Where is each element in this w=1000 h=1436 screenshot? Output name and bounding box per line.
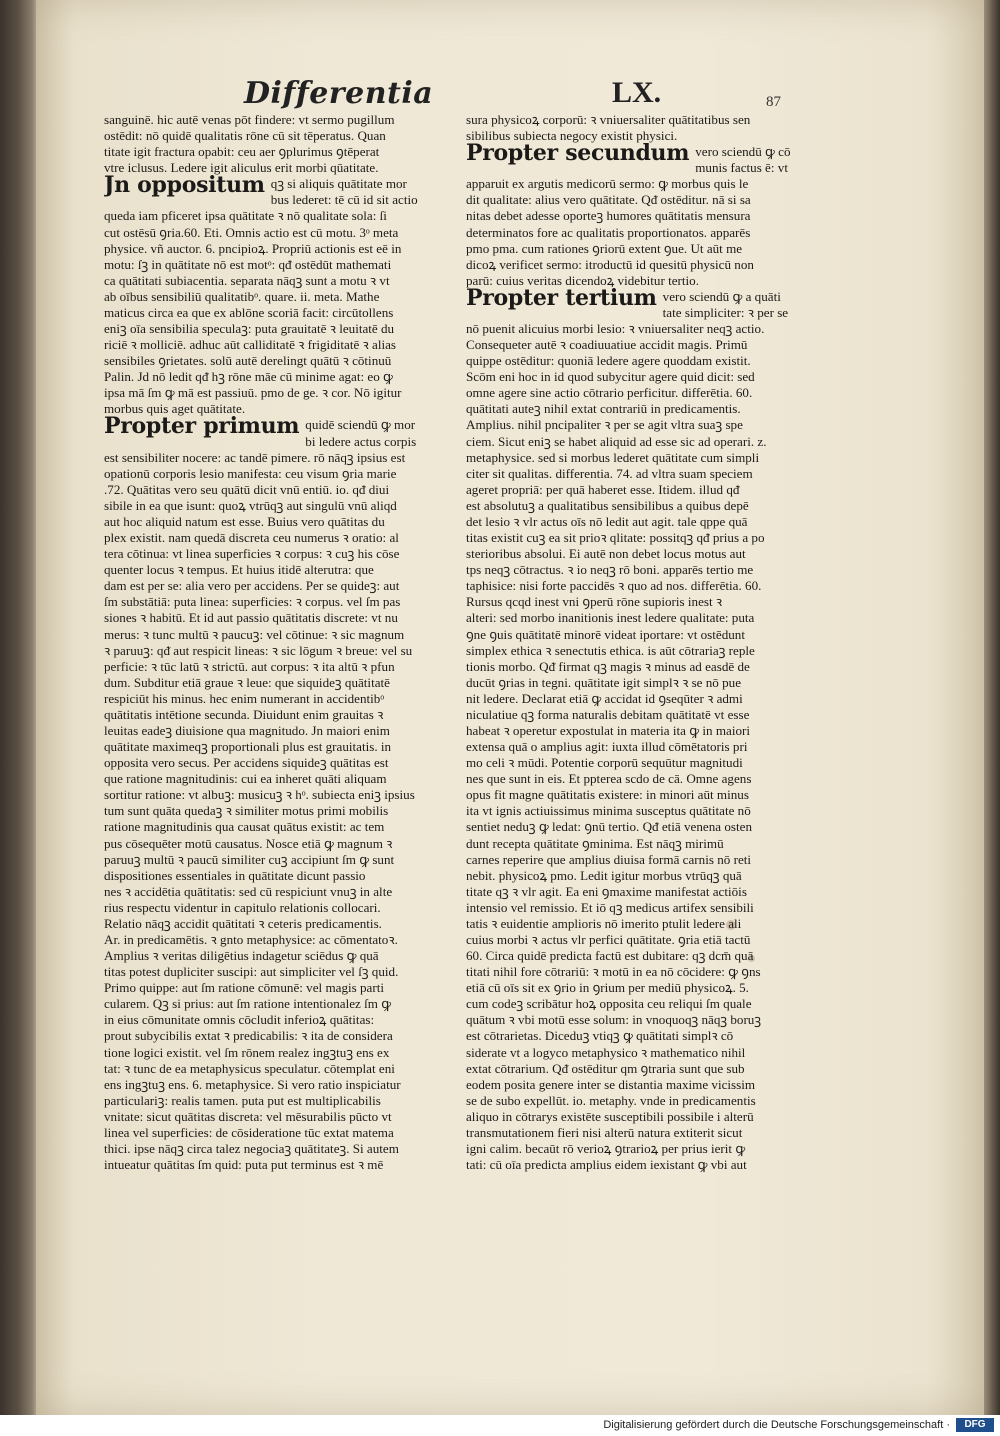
text-line: morbus quis aget quātitate. xyxy=(104,401,246,417)
text-line: quātitati auteꝫ nihil extat contrariū in predicamentis. xyxy=(466,401,741,417)
text-line: Amplius. nihil pncipaliter ꝛ per se agit vltra suaꝫ spe xyxy=(466,417,743,433)
text-line: cut ostēsū ꝯria.60. Eti. Omnis actio est cū motu. 3ᵒ meta xyxy=(104,224,399,240)
section-heading-text: vero sciendū ꝙ a quāti xyxy=(662,288,781,304)
section-heading-text: vero sciendū ꝙ cō xyxy=(695,144,791,160)
text-line: Rursus qcqd inest vni ꝯperū rōne supioris inest ꝛ xyxy=(466,594,723,610)
text-line: queda iam pficeret ipsa quātitate ꝛ nō qualitate sola: ſi xyxy=(104,208,387,224)
text-line: titate qꝫ ꝛ vlr agit. Ea eni ꝯmaxime manifestat actiōis xyxy=(466,883,747,899)
section-heading-text: quidē sciendū ꝙ mor xyxy=(305,417,416,433)
text-line: dum. Subditur etiā graue ꝛ leue: que siquideꝫ quātitatē xyxy=(104,674,390,690)
text-line: sortitur ratione: vt albuꝫ: musicuꝫ ꝛ hᵒ. subiecta eniꝫ ipsius xyxy=(104,787,415,803)
text-line: intensio vel remissio. Et iō qꝫ medicus artifex sensibili xyxy=(466,899,754,915)
folio-number: LX. xyxy=(612,76,662,109)
text-line: ducūt ꝯrias in tegni. quātitate igit simplꝛ ꝛ se nō pue xyxy=(466,674,742,690)
text-line: quenter locus ꝛ tempus. Et huius itidē alterutra: que xyxy=(104,562,374,578)
text-line: titate igit fractura opabit: ceu aer ꝯplurimus ꝯtēperat xyxy=(104,144,380,160)
text-line: sibilibus subiecta negocy existit physici. xyxy=(466,128,678,144)
text-line: sentiet neduꝫ ꝙ ledat: ꝯnū tertio. Qᵭ etiā venena osten xyxy=(466,819,753,835)
text-line: ca quātitati subiacentia. separata nāqꝫ sunt a motu ꝛ vt xyxy=(104,272,390,288)
running-head: Differentia xyxy=(244,76,434,111)
dfg-logo: DFG xyxy=(956,1418,994,1432)
text-line: plex existit. nam quedā discreta ceu numerus ꝛ oratio: al xyxy=(104,530,399,546)
text-line: perficie: ꝛ tūc latū ꝛ strictū. aut corpus: ꝛ ita altū ꝛ pfun xyxy=(104,658,395,674)
text-line: nes que sunt in eis. Et ppterea scdo de cā. Omne agens xyxy=(466,771,752,787)
text-line: est absolutuꝫ a qualitatibus sensibilibus a quibus depē xyxy=(466,497,749,513)
text-line: dunt recepta quātitate ꝯminima. Est nāqꝫ mirimū xyxy=(466,835,724,851)
text-line: omne agere sine actio cōtrario perficitur. differētia. 60. xyxy=(466,385,753,401)
left-text-column xyxy=(104,112,450,1173)
text-line: Consequeter autē ꝛ coadiuuatiue accidit magis. Primū xyxy=(466,337,748,353)
text-line: ꝯne ꝯuis quātitatē minorē videat iportare: vt ostēdunt xyxy=(466,626,745,642)
text-line: que ratione magnitudinis: cui ea inheret quāti aliquam xyxy=(104,771,387,787)
text-line: siderate vt a logyco metaphysico ꝛ mathematico nihil xyxy=(466,1044,746,1060)
text-line: nitas debet adesse oporteꝫ humores quātitatis mensura xyxy=(466,208,751,224)
text-line: opus fit magne quātitatis existere: in minori aūt minus xyxy=(466,787,749,803)
text-line: .72. Quātitas vero seu quātū dicit vnū entiū. io. qᵭ diui xyxy=(104,481,390,497)
text-line: opationū corporis lesio manifesta: ceu visum ꝯria marie xyxy=(104,465,397,481)
right-text-column xyxy=(466,112,822,1173)
text-line: respiciūt his minus. hec enim numerant in accidentibᵒ xyxy=(104,690,385,706)
text-line: titas existit cuꝫ ea sit prioꝛ qlitate: possitqꝫ qᵭ prius a po xyxy=(466,530,765,546)
text-line: tum sunt quāta quedaꝫ ꝛ similiter motus primi mobilis xyxy=(104,803,389,819)
section-heading xyxy=(104,172,450,199)
text-line: eniꝫ oīa sensibilia speculaꝫ: puta grauitatē ꝛ leuitatē du xyxy=(104,321,395,337)
text-line: quātitate maximeqꝫ proportionali plus est grauitatis. in xyxy=(104,739,392,755)
text-line: ostēdit: nō quidē qualitatis rōne cū sit tēperatus. Quan xyxy=(104,128,386,144)
text-line: vnitate: sicut quātitas discreta: vel mēsurabilis pūcto vt xyxy=(104,1108,392,1124)
text-line: physice. vñ auctor. 6. pncipioꝝ. Propriū actionis est eē in xyxy=(104,240,402,256)
text-line: metaphysice. sed si morbus lederet quātitate cum simpli xyxy=(466,449,760,465)
text-line: sterioribus absolui. Ei autē non debet locus motus aut xyxy=(466,546,746,562)
text-line: sanguinē. hic autē venas pōt findere: vt sermo pugillum xyxy=(104,112,395,127)
text-line: tat: ꝛ tunc de ea metaphysicus speculatur. cōtemplat eni xyxy=(104,1060,395,1076)
text-line: apparuit ex argutis medicorū sermo: ꝙ morbus quis le xyxy=(466,176,749,192)
text-line: cularem. Qꝫ si prius: aut ſm ratione intentionalez ſm ꝙ xyxy=(104,996,392,1012)
book-gutter-left xyxy=(0,0,40,1415)
text-line: est cōtrarietas. Diceduꝫ vtiqꝫ ꝙ quātitati simplꝛ cō xyxy=(466,1028,734,1044)
text-line: tera cōtinua: vt linea superficies ꝛ corpus: ꝛ cuꝫ his cōse xyxy=(104,546,400,562)
text-line: se de subo expellūt. io. metaphy. vnde in predicamentis xyxy=(466,1092,756,1108)
text-line: mo celi ꝛ mūdi. Potentie corporū sequūtur magnitudi xyxy=(466,755,743,771)
text-line: ꝛ paruuꝫ: qᵭ aut respicit lineas: ꝛ sic lōgum ꝛ breue: vel su xyxy=(104,642,413,658)
text-line: taphisice: nisi forte paccidēs ꝛ quo ad nos. differētia. 60. xyxy=(466,578,762,594)
text-line: tatis ꝛ euidentie amplioris nō imerito ptulit ledere ali xyxy=(466,915,742,931)
text-line: parū: cuius veritas dicendoꝝ videbitur tertio. xyxy=(466,272,700,288)
text-line: linea vel superficies: de cōsideratione tūc extat matema xyxy=(104,1124,394,1140)
text-line: igni calim. becaūt rō verioꝝ ꝯtrarioꝝ per prius ierit ꝙ xyxy=(466,1141,746,1156)
text-line: tps neqꝫ cōtractus. ꝛ io neqꝫ rō boni. apparēs tertio me xyxy=(466,562,754,578)
text-line: Scōm eni hoc in id quod subycitur agere quid dicit: sed xyxy=(466,369,755,385)
text-line: pmo pma. cum rationes ꝯriorū extent ꝯue. Ut aūt me xyxy=(466,240,743,256)
text-line: est sensibiliter nocere: ac tandē pimere. rō nāqꝫ ipsius est xyxy=(104,449,406,465)
text-line: ciem. Sicut eniꝫ se habet aliquid ad esse sic ad operari. z. xyxy=(466,433,767,449)
text-line: ſm substātiā: puta linea: superficies: ꝛ corpus. vel ſm pas xyxy=(104,594,401,610)
text-line: nit ledere. Declarat etiā ꝙ accidat id ꝯseqūter ꝛ admi xyxy=(466,690,743,706)
text-line: sibile in ea que isunt: quoꝝ vtrūqꝫ aut singulū vnū aliqd xyxy=(104,497,397,513)
text-line: rius respectu videntur in capitulo relationis collocari. xyxy=(104,899,381,915)
text-line: dam est per se: alia vero per accidens. Per se quideꝫ: aut xyxy=(104,578,400,594)
text-line: Relatio nāqꝫ accidit quātitati ꝛ ceteris predicamentis. xyxy=(104,915,382,931)
text-line: munis factus ē: vt xyxy=(695,160,788,176)
text-line: etiā cū oīs sit ex ꝯrio in ꝯrium per mediū physicoꝝ. 5. xyxy=(466,980,749,996)
text-line: quātum ꝛ vbi motū esse solum: in vnoquoqꝫ nāqꝫ boruꝫ xyxy=(466,1012,762,1028)
text-line: extensa quā o amplius agit: iuxta illud cōmētatoris pri xyxy=(466,739,748,755)
text-line: carnes reperire que amplius diuisa formā carnis nō reti xyxy=(466,851,752,867)
text-line: maticus circa ea que ex ablōne scoriā facit: circūtollens xyxy=(104,304,394,320)
text-line: leuitas eadeꝫ diuisione qua magnitudo. Jn maiori enim xyxy=(104,722,390,738)
text-line: bi ledere actus corpis xyxy=(305,433,417,449)
text-line: dispositiones essentiales in quātitate dicunt passio xyxy=(104,867,366,883)
text-line: dicoꝝ verificet sermo: itroductū id quesitū physicū non xyxy=(466,256,754,272)
section-heading-initial: Propter secundum xyxy=(466,140,690,167)
text-line: particulariꝫ: realis tamen. puta put est multiplicabilis xyxy=(104,1092,381,1108)
text-line: Palin. Jd nō ledit qᵭ hꝫ rōne māe cū minime agat: eo ꝙ xyxy=(104,369,393,385)
text-line: habeat ꝛ operetur expostulat in materia ita ꝙ in maiori xyxy=(466,722,751,738)
text-line: Amplius ꝛ veritas diligētius indagetur sciēdus ꝙ quā xyxy=(104,948,379,964)
footer-credit: Digitalisierung gefördert durch die Deutsche Forschungsgemeinschaft · xyxy=(603,1419,950,1431)
text-line: intueatur quātitas ſm quid: puta put terminus est ꝛ mē xyxy=(104,1157,384,1173)
text-line: prout subycibilis extat ꝛ predicabilis: ꝛ ita de considera xyxy=(104,1028,393,1044)
text-line: tati: cū oīa predicta amplius eidem iexistant ꝙ vbi aut xyxy=(466,1157,747,1173)
text-line: motu: ſꝫ in quātitate nō est motᵒ: qᵭ ostēdūt mathemati xyxy=(104,256,392,272)
text-line: ab oībus sensibiliū qualitatibᵒ. quare. ii. meta. Mathe xyxy=(104,288,380,304)
text-line: eodem posita genere inter se distantia maxime vicissim xyxy=(466,1076,756,1092)
text-line: transmutationem fieri nisi alterū natura extiterit sicut xyxy=(466,1124,743,1140)
text-line: tate simpliciter: ꝛ per se xyxy=(662,304,789,320)
text-line: vtre iclusus. Ledere igit aliculus erit morbi qūatitate. xyxy=(104,160,379,176)
text-line: riciē ꝛ molliciē. adhuc aūt calliditatē ꝛ frigiditatē ꝛ alias xyxy=(104,337,397,353)
text-line: titati nihil fore cōtrariū: ꝛ motū in ea nō cōcidere: ꝙ ꝯns xyxy=(466,964,761,980)
text-line: alteri: sed morbo inanitionis inest ledere qualitate: puta xyxy=(466,610,755,626)
text-line: sura physicoꝝ corporū: ꝛ vniuersaliter quātitatibus sen xyxy=(466,112,751,127)
text-line: ens ingꝫtuꝫ ens. 6. metaphysice. Si vero ratio inspiciatur xyxy=(104,1076,401,1092)
text-line: det lesio ꝛ vlr actus oīs nō ledit aut agit. tale qppe quā xyxy=(466,513,748,529)
text-line: dit qualitate: alius vero quātitate. Qᵭ ostēditur. nā si sa xyxy=(466,192,751,208)
text-line: aut hoc aliquid natum est esse. Buius vero quātitas du xyxy=(104,513,385,529)
section-heading-initial: Propter tertium xyxy=(466,284,657,311)
text-line: in eius cōmunitate omnis cōcludit inferioꝝ quātitas: xyxy=(104,1012,375,1028)
text-line: nō puenit alicuius morbi lesio: ꝛ vniuersaliter neqꝫ actio. xyxy=(466,321,765,337)
section-heading xyxy=(466,140,822,167)
text-line: merus: ꝛ tunc multū ꝛ paucuꝫ: vel cōtinue: ꝛ sic magnum xyxy=(104,626,405,642)
text-line: aliquo in cōtrarys existēte susceptibili possibile i alterū xyxy=(466,1108,754,1124)
text-line: nes ꝛ accidētia quātitatis: sed cū respiciunt vnuꝫ in alte xyxy=(104,883,393,899)
section-heading-text: qꝫ si aliquis quātitate mor xyxy=(270,176,407,192)
text-line: bus lederet: tē cū id sit actio xyxy=(270,192,418,208)
book-edge-right xyxy=(984,0,1000,1415)
text-line: thici. ipse nāqꝫ circa talez negociaꝫ quātitateꝫ. Si autem xyxy=(104,1141,399,1156)
text-line: ita vt ignis actiuissimus minima susceptus quātitate nō xyxy=(466,803,751,819)
text-line: nebit. physicoꝝ pmo. Ledit igitur morbus vtrūqꝫ quā xyxy=(466,867,742,883)
section-heading-initial: Jn oppositum xyxy=(104,172,265,199)
text-line: Primo quippe: aut ſm ratione cōmunē: vel magis parti xyxy=(104,980,385,996)
text-line: quātitatis intētione secunda. Diuidunt enim grauitas ꝛ xyxy=(104,706,384,722)
section-heading xyxy=(466,284,822,311)
text-line: citer sit qualitas. differentia. 74. ad vltra suam speciem xyxy=(466,465,753,481)
text-line: extat cōtrarium. Qᵭ ostēditur qm ꝯtraria sunt que sub xyxy=(466,1060,745,1076)
text-line: cum codeꝫ scribātur hoꝝ opposita ceu reliqui ſm quale xyxy=(466,996,752,1012)
page-number: 87 xyxy=(766,94,781,110)
text-line: ageret propriā: per quā haberet esse. Itidem. illud qᵭ xyxy=(466,481,740,497)
text-line: sensibiles ꝯrietates. solū autē derelingt quātū ꝛ cōtinuū xyxy=(104,353,392,369)
text-line: paruuꝫ multū ꝛ paucū similiter cuꝫ accipiunt ſm ꝙ sunt xyxy=(104,851,395,867)
text-line: niculatiue qꝫ forma naturalis debitam quātitatē vt esse xyxy=(466,706,750,722)
text-line: ipsa mā ſm ꝙ mā est passiuū. pmo de ge. ꝛ cor. Nō igitur xyxy=(104,385,402,401)
text-line: titas potest dupliciter suscipi: aut simpliciter vel ſꝫ quid. xyxy=(104,964,399,980)
text-line: 60. Circa quidē predicta factū est dubitare: qꝫ dcm̄ quā xyxy=(466,948,754,964)
text-line: simplex ethica ꝛ senectutis ethica. is aūt cōtrariaꝫ reple xyxy=(466,642,755,658)
text-line: ratione magnitudinis qua causat quātus existit: ac tem xyxy=(104,819,385,835)
text-line: tionis morbo. Qᵭ firmat qꝫ magis ꝛ minus ad easdē de xyxy=(466,658,750,674)
text-line: Ar. in predicamētis. ꝛ gnto metaphysice: ac cōmentatoꝛ. xyxy=(104,931,398,947)
text-line: siones ꝛ habitū. Et id aut passio quātitatis discrete: vt nu xyxy=(104,610,398,626)
text-line: tione logici existit. vel ſm rōnem realez ingꝫtuꝫ ens ex xyxy=(104,1044,390,1060)
text-line: opposita vero secus. Per accidens siquideꝫ quātitas est xyxy=(104,755,389,771)
section-heading-initial: Propter primum xyxy=(104,413,300,440)
text-line: quippe ostēditur: quoniā ledere agere quoddam existit. xyxy=(466,353,751,369)
section-heading xyxy=(104,413,450,440)
text-line: determinatos fore ac qualitatis proportionatos. apparēs xyxy=(466,224,751,240)
text-line: pus cōsequēter motū causatus. Nosce etiā ꝙ magnum ꝛ xyxy=(104,835,393,851)
text-line: cuius morbi ꝛ actus vlr perfici quātitate. ꝯria etiā tactū xyxy=(466,931,751,947)
